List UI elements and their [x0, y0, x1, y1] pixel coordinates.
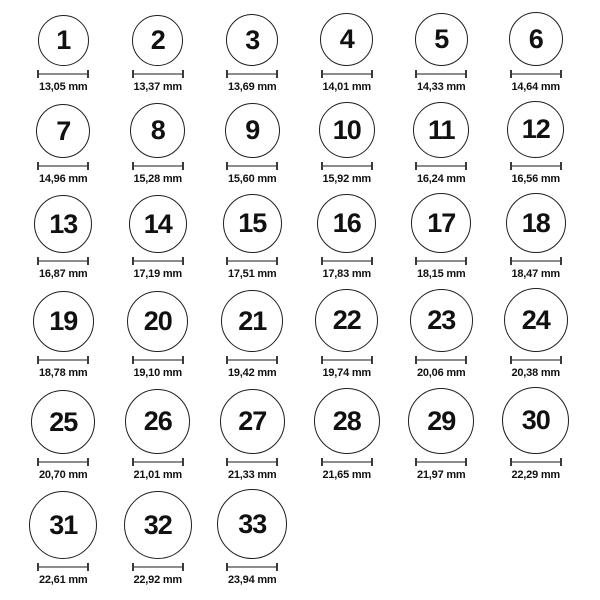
- measure-line-bar: [417, 165, 465, 167]
- measure-line-bar: [228, 359, 276, 361]
- ring-size-cell: [300, 289, 395, 380]
- ring-size-number: 17: [427, 207, 456, 238]
- ring-circle: [410, 289, 473, 352]
- diameter-measure-line: [415, 458, 467, 466]
- measure-line-bar: [228, 461, 276, 463]
- diameter-label: 15,28 mm: [133, 173, 183, 185]
- ring-size-number: 10: [332, 114, 361, 145]
- ring-size-number: 2: [150, 25, 165, 55]
- diameter-measure-line: [415, 356, 467, 364]
- measure-line-bar: [228, 566, 276, 568]
- ring-size-number: 11: [427, 114, 455, 145]
- measure-line-bar: [323, 165, 371, 167]
- diameter-label: 13,37 mm: [133, 81, 183, 93]
- ring-circle: [36, 104, 90, 158]
- measure-line-bar: [39, 260, 87, 262]
- ring-size-number: 5: [434, 24, 449, 54]
- ring-circle: [317, 194, 376, 253]
- ring-size-number: 12: [521, 114, 550, 144]
- ring-size-cell: [489, 193, 584, 281]
- ring-size-cell: [205, 103, 300, 186]
- measure-line-bar: [134, 461, 182, 463]
- diameter-label: 13,69 mm: [227, 81, 277, 93]
- ring-size-number: 31: [49, 509, 78, 540]
- diameter-label: 21,01 mm: [133, 469, 183, 481]
- ring-size-cell: [394, 102, 489, 186]
- measure-line-bar: [512, 73, 560, 75]
- ring-circle: [223, 194, 282, 253]
- measure-line-bar: [134, 260, 182, 262]
- ring-circle: [415, 13, 468, 66]
- diameter-measure-line: [226, 70, 278, 78]
- ring-size-cell: [489, 101, 584, 186]
- diameter-measure-line: [132, 458, 184, 466]
- ring-circle: [226, 14, 278, 66]
- ring-circle: [502, 387, 569, 454]
- diameter-measure-line: [226, 563, 278, 571]
- measure-line-bar: [228, 260, 276, 262]
- diameter-label: 22,92 mm: [133, 574, 183, 586]
- ring-size-number: 23: [427, 305, 456, 335]
- diameter-label: 16,87 mm: [38, 268, 88, 280]
- ring-size-cell: [16, 291, 111, 380]
- ring-circle: [225, 103, 280, 158]
- ring-size-number: 16: [332, 208, 361, 238]
- chart-row: [0, 101, 600, 186]
- ring-circle: [411, 193, 471, 253]
- diameter-label: 16,56 mm: [511, 173, 561, 185]
- ring-size-number: 33: [238, 508, 267, 539]
- diameter-label: 21,33 mm: [227, 469, 277, 481]
- ring-size-number: 8: [150, 115, 165, 145]
- measure-line-bar: [134, 359, 182, 361]
- ring-size-cell: [300, 102, 395, 186]
- diameter-measure-line: [321, 162, 373, 170]
- ring-circle: [130, 103, 185, 158]
- diameter-measure-line: [415, 70, 467, 78]
- ring-size-number: 30: [521, 405, 550, 435]
- ring-size-cell: [394, 289, 489, 380]
- ring-size-number: 3: [245, 24, 260, 55]
- diameter-measure-line: [132, 356, 184, 364]
- ring-circle: [509, 12, 563, 66]
- ring-size-number: 14: [143, 208, 172, 239]
- diameter-measure-line: [226, 356, 278, 364]
- ring-size-number: 26: [143, 406, 172, 436]
- ring-size-number: 6: [528, 23, 543, 54]
- ring-circle: [217, 489, 287, 559]
- measure-line-bar: [39, 566, 87, 568]
- measure-line-bar: [417, 73, 465, 75]
- measure-line-bar: [417, 260, 465, 262]
- ring-size-cell: [16, 104, 111, 186]
- ring-circle: [132, 15, 183, 66]
- ring-size-cell: [16, 491, 111, 587]
- diameter-label: 17,83 mm: [322, 268, 372, 280]
- diameter-label: 20,06 mm: [416, 367, 466, 379]
- ring-circle: [124, 491, 192, 559]
- diameter-label: 14,96 mm: [38, 173, 88, 185]
- ring-circle: [29, 491, 97, 559]
- ring-size-number: 32: [143, 509, 172, 540]
- measure-line-bar: [512, 165, 560, 167]
- ring-circle: [319, 102, 375, 158]
- diameter-measure-line: [321, 70, 373, 78]
- ring-circle: [34, 195, 92, 253]
- diameter-measure-line: [321, 257, 373, 265]
- ring-size-number: 7: [56, 115, 71, 146]
- ring-size-number: 28: [332, 405, 361, 436]
- measure-line-bar: [323, 461, 371, 463]
- diameter-measure-line: [415, 257, 467, 265]
- diameter-label: 15,92 mm: [322, 173, 372, 185]
- ring-size-cell: [205, 489, 300, 587]
- diameter-label: 18,15 mm: [416, 268, 466, 280]
- diameter-label: 19,10 mm: [133, 367, 183, 379]
- ring-circle: [507, 101, 564, 158]
- ring-size-cell: [489, 12, 584, 94]
- ring-circle: [413, 102, 469, 158]
- ring-circle: [220, 389, 285, 454]
- ring-size-number: 13: [49, 208, 78, 239]
- diameter-measure-line: [226, 458, 278, 466]
- ring-circle: [33, 291, 94, 352]
- diameter-label: 14,01 mm: [322, 81, 372, 93]
- diameter-label: 13,05 mm: [38, 81, 88, 93]
- measure-line-bar: [39, 359, 87, 361]
- ring-size-cell: [394, 193, 489, 281]
- chart-row: [0, 12, 600, 94]
- diameter-measure-line: [37, 356, 89, 364]
- ring-size-cell: [111, 103, 206, 186]
- ring-size-cell: [300, 13, 395, 94]
- diameter-label: 14,64 mm: [511, 81, 561, 93]
- ring-circle: [221, 290, 283, 352]
- ring-size-cell: [111, 195, 206, 281]
- ring-size-cell: [300, 194, 395, 281]
- ring-size-number: 4: [339, 24, 354, 54]
- measure-line-bar: [323, 73, 371, 75]
- ring-circle: [506, 193, 566, 253]
- ring-size-number: 29: [427, 405, 456, 436]
- ring-circle: [129, 195, 187, 253]
- ring-size-number: 25: [49, 406, 78, 437]
- diameter-measure-line: [132, 70, 184, 78]
- ring-circle: [127, 291, 188, 352]
- ring-circle: [314, 388, 380, 454]
- ring-size-number: 9: [245, 115, 260, 145]
- ring-circle: [125, 389, 190, 454]
- diameter-measure-line: [37, 458, 89, 466]
- diameter-measure-line: [226, 257, 278, 265]
- measure-line-bar: [417, 359, 465, 361]
- ring-size-cell: [111, 389, 206, 482]
- diameter-label: 20,70 mm: [38, 469, 88, 481]
- diameter-label: 15,60 mm: [227, 173, 277, 185]
- diameter-measure-line: [37, 563, 89, 571]
- measure-line-bar: [39, 165, 87, 167]
- measure-line-bar: [512, 461, 560, 463]
- ring-size-cell: [16, 195, 111, 281]
- measure-line-bar: [323, 260, 371, 262]
- diameter-measure-line: [415, 162, 467, 170]
- ring-size-cell: [394, 388, 489, 482]
- ring-circle: [31, 390, 95, 454]
- diameter-measure-line: [132, 257, 184, 265]
- measure-line-bar: [134, 73, 182, 75]
- diameter-measure-line: [510, 162, 562, 170]
- diameter-label: 18,47 mm: [511, 268, 561, 280]
- ring-size-cell: [489, 288, 584, 380]
- ring-circle: [320, 13, 373, 66]
- ring-size-number: 22: [332, 305, 361, 335]
- diameter-label: 22,61 mm: [38, 574, 88, 586]
- diameter-label: 17,19 mm: [133, 268, 183, 280]
- ring-size-number: 21: [238, 305, 267, 336]
- diameter-measure-line: [37, 70, 89, 78]
- diameter-label: 20,38 mm: [511, 367, 561, 379]
- diameter-measure-line: [226, 162, 278, 170]
- measure-line-bar: [417, 461, 465, 463]
- diameter-measure-line: [37, 257, 89, 265]
- diameter-measure-line: [510, 70, 562, 78]
- diameter-measure-line: [132, 162, 184, 170]
- diameter-label: 23,94 mm: [227, 574, 277, 586]
- measure-line-bar: [228, 73, 276, 75]
- diameter-measure-line: [132, 563, 184, 571]
- diameter-label: 14,33 mm: [416, 81, 466, 93]
- measure-line-bar: [39, 461, 87, 463]
- ring-size-cell: [205, 389, 300, 482]
- measure-line-bar: [512, 359, 560, 361]
- ring-size-cell: [489, 387, 584, 482]
- diameter-label: 19,42 mm: [227, 367, 277, 379]
- measure-line-bar: [323, 359, 371, 361]
- ring-size-number: 19: [49, 306, 78, 336]
- ring-circle: [408, 388, 474, 454]
- diameter-measure-line: [321, 458, 373, 466]
- ring-size-cell: [16, 15, 111, 94]
- ring-size-number: 18: [521, 207, 550, 238]
- ring-size-cell: [205, 194, 300, 281]
- diameter-measure-line: [37, 162, 89, 170]
- measure-line-bar: [512, 260, 560, 262]
- ring-size-cell: [300, 388, 395, 482]
- ring-size-cell: [394, 13, 489, 94]
- ring-size-number: 27: [238, 406, 267, 436]
- ring-size-number: 24: [521, 304, 550, 335]
- ring-size-cell: [111, 15, 206, 94]
- diameter-label: 22,29 mm: [511, 469, 561, 481]
- diameter-label: 21,97 mm: [416, 469, 466, 481]
- chart-row: [0, 489, 600, 587]
- ring-size-cell: [111, 291, 206, 380]
- ring-circle: [504, 288, 568, 352]
- diameter-label: 18,78 mm: [38, 367, 88, 379]
- chart-row: [0, 387, 600, 482]
- measure-line-bar: [134, 566, 182, 568]
- ring-size-cell: [16, 390, 111, 482]
- measure-line-bar: [228, 165, 276, 167]
- ring-size-cell: [205, 14, 300, 94]
- diameter-label: 17,51 mm: [227, 268, 277, 280]
- chart-row: [0, 193, 600, 281]
- diameter-measure-line: [321, 356, 373, 364]
- ring-size-number: 1: [56, 25, 71, 55]
- diameter-label: 16,24 mm: [416, 173, 466, 185]
- diameter-label: 19,74 mm: [322, 367, 372, 379]
- ring-circle: [315, 289, 378, 352]
- ring-size-cell: [111, 491, 206, 587]
- ring-size-number: 20: [143, 306, 172, 336]
- diameter-measure-line: [510, 356, 562, 364]
- ring-size-number: 15: [238, 208, 267, 238]
- diameter-label: 21,65 mm: [322, 469, 372, 481]
- diameter-measure-line: [510, 257, 562, 265]
- ring-circle: [38, 15, 89, 66]
- measure-line-bar: [39, 73, 87, 75]
- ring-size-cell: [205, 290, 300, 380]
- chart-row: [0, 288, 600, 380]
- measure-line-bar: [134, 165, 182, 167]
- diameter-measure-line: [510, 458, 562, 466]
